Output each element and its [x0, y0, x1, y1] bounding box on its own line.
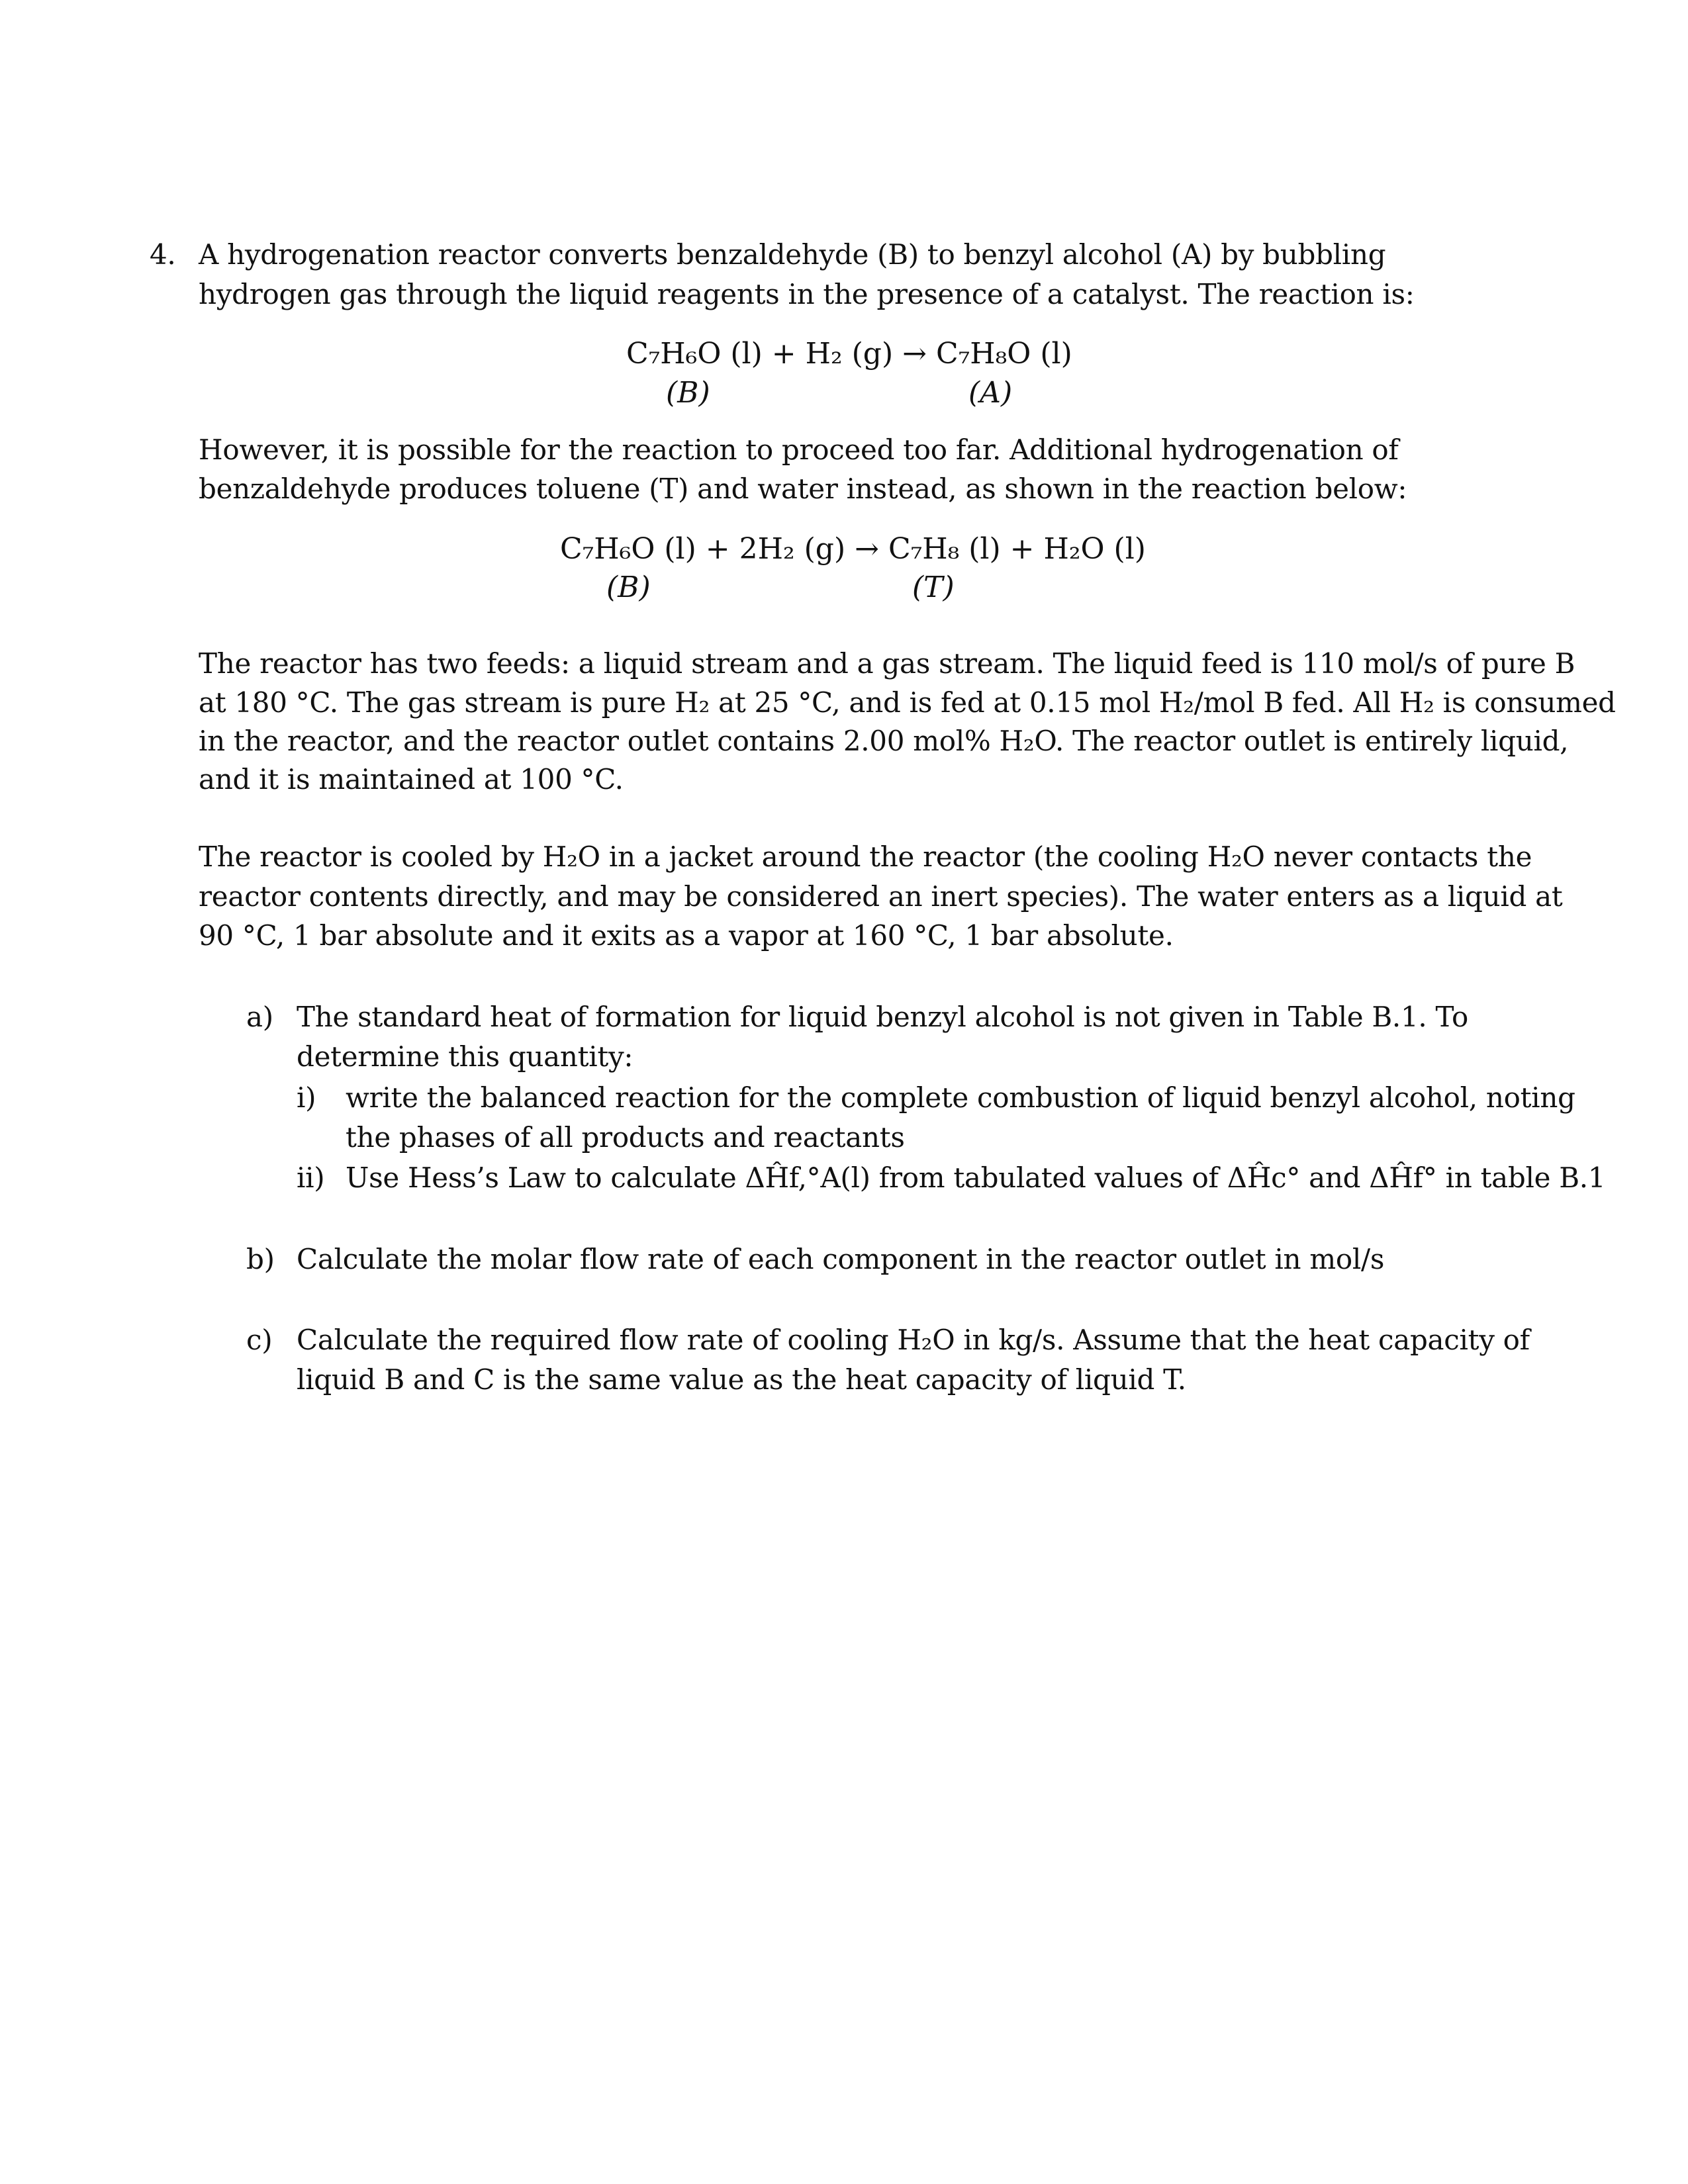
however-line-1: However, it is possible for the reaction to proceed too far. Additional hydrogenation of	[199, 433, 1399, 466]
part-a-ii-text-and: and ΔĤf°	[1309, 1161, 1437, 1194]
reaction-1-label-a: (A)	[968, 376, 1013, 410]
problem-number: 4.	[150, 238, 176, 271]
feed-line-3: in the reactor, and the reactor outlet contains 2.00 mol% H₂O. The reactor outlet is entirely liquid,	[199, 725, 1569, 757]
reaction-2-equation: C₇H₆O (l) + 2H₂ (g) → C₇H₈ (l) + H₂O (l)	[560, 532, 1146, 566]
part-a-i-line-2: the phases of all products and reactants	[346, 1121, 905, 1154]
part-a-ii-text-before: Use Hess’s Law to calculate ΔĤf,°A(l)	[346, 1161, 870, 1194]
part-a-line-1: The standard heat of formation for liquid benzyl alcohol is not given in Table B.1. To	[297, 1001, 1468, 1033]
part-a-ii-text-middle: from tabulated values of ΔĤc°	[878, 1161, 1301, 1194]
reaction-1-equation: C₇H₆O (l) + H₂ (g) → C₇H₈O (l)	[626, 337, 1072, 371]
reaction-2-label-t: (T)	[912, 570, 955, 604]
feed-line-1: The reactor has two feeds: a liquid stream and a gas stream. The liquid feed is 110 mol/s of pure B	[199, 647, 1575, 680]
cooling-line-2: reactor contents directly, and may be considered an inert species). The water enters as a liquid at	[199, 880, 1563, 913]
part-a-line-2: determine this quantity:	[297, 1040, 633, 1073]
part-b-label: b)	[246, 1243, 275, 1275]
reaction-1-label-b: (B)	[666, 376, 710, 410]
part-c-label: c)	[246, 1324, 273, 1356]
cooling-line-1: The reactor is cooled by H₂O in a jacket around the reactor (the cooling H₂O never contacts the	[199, 841, 1532, 873]
part-c-line-1: Calculate the required flow rate of cooling H₂O in kg/s. Assume that the heat capacity of	[297, 1324, 1530, 1356]
intro-line-1: A hydrogenation reactor converts benzaldehyde (B) to benzyl alcohol (A) by bubbling	[199, 238, 1386, 271]
part-c-line-2: liquid B and C is the same value as the heat capacity of liquid T.	[297, 1363, 1186, 1396]
feed-line-4: and it is maintained at 100 °C.	[199, 763, 624, 796]
cooling-line-3: 90 °C, 1 bar absolute and it exits as a vapor at 160 °C, 1 bar absolute.	[199, 919, 1174, 952]
part-a-ii-line	[346, 1161, 1605, 1195]
part-a-label: a)	[246, 1001, 273, 1033]
reaction-2-label-b: (B)	[606, 570, 651, 604]
intro-line-2: hydrogen gas through the liquid reagents in the presence of a catalyst. The reaction is:	[199, 278, 1415, 310]
part-a-i-line-1: write the balanced reaction for the complete combustion of liquid benzyl alcohol, noting	[346, 1081, 1575, 1114]
part-b-line-1: Calculate the molar flow rate of each component in the reactor outlet in mol/s	[297, 1243, 1385, 1275]
part-a-ii-text-after: in table B.1	[1445, 1161, 1606, 1194]
however-line-2: benzaldehyde produces toluene (T) and water instead, as shown in the reaction below:	[199, 473, 1407, 505]
feed-line-2: at 180 °C. The gas stream is pure H₂ at 25 °C, and is fed at 0.15 mol H₂/mol B fed. All H₂ is consumed	[199, 686, 1616, 719]
part-a-i-label: i)	[297, 1081, 316, 1114]
part-a-ii-label: ii)	[297, 1161, 325, 1194]
